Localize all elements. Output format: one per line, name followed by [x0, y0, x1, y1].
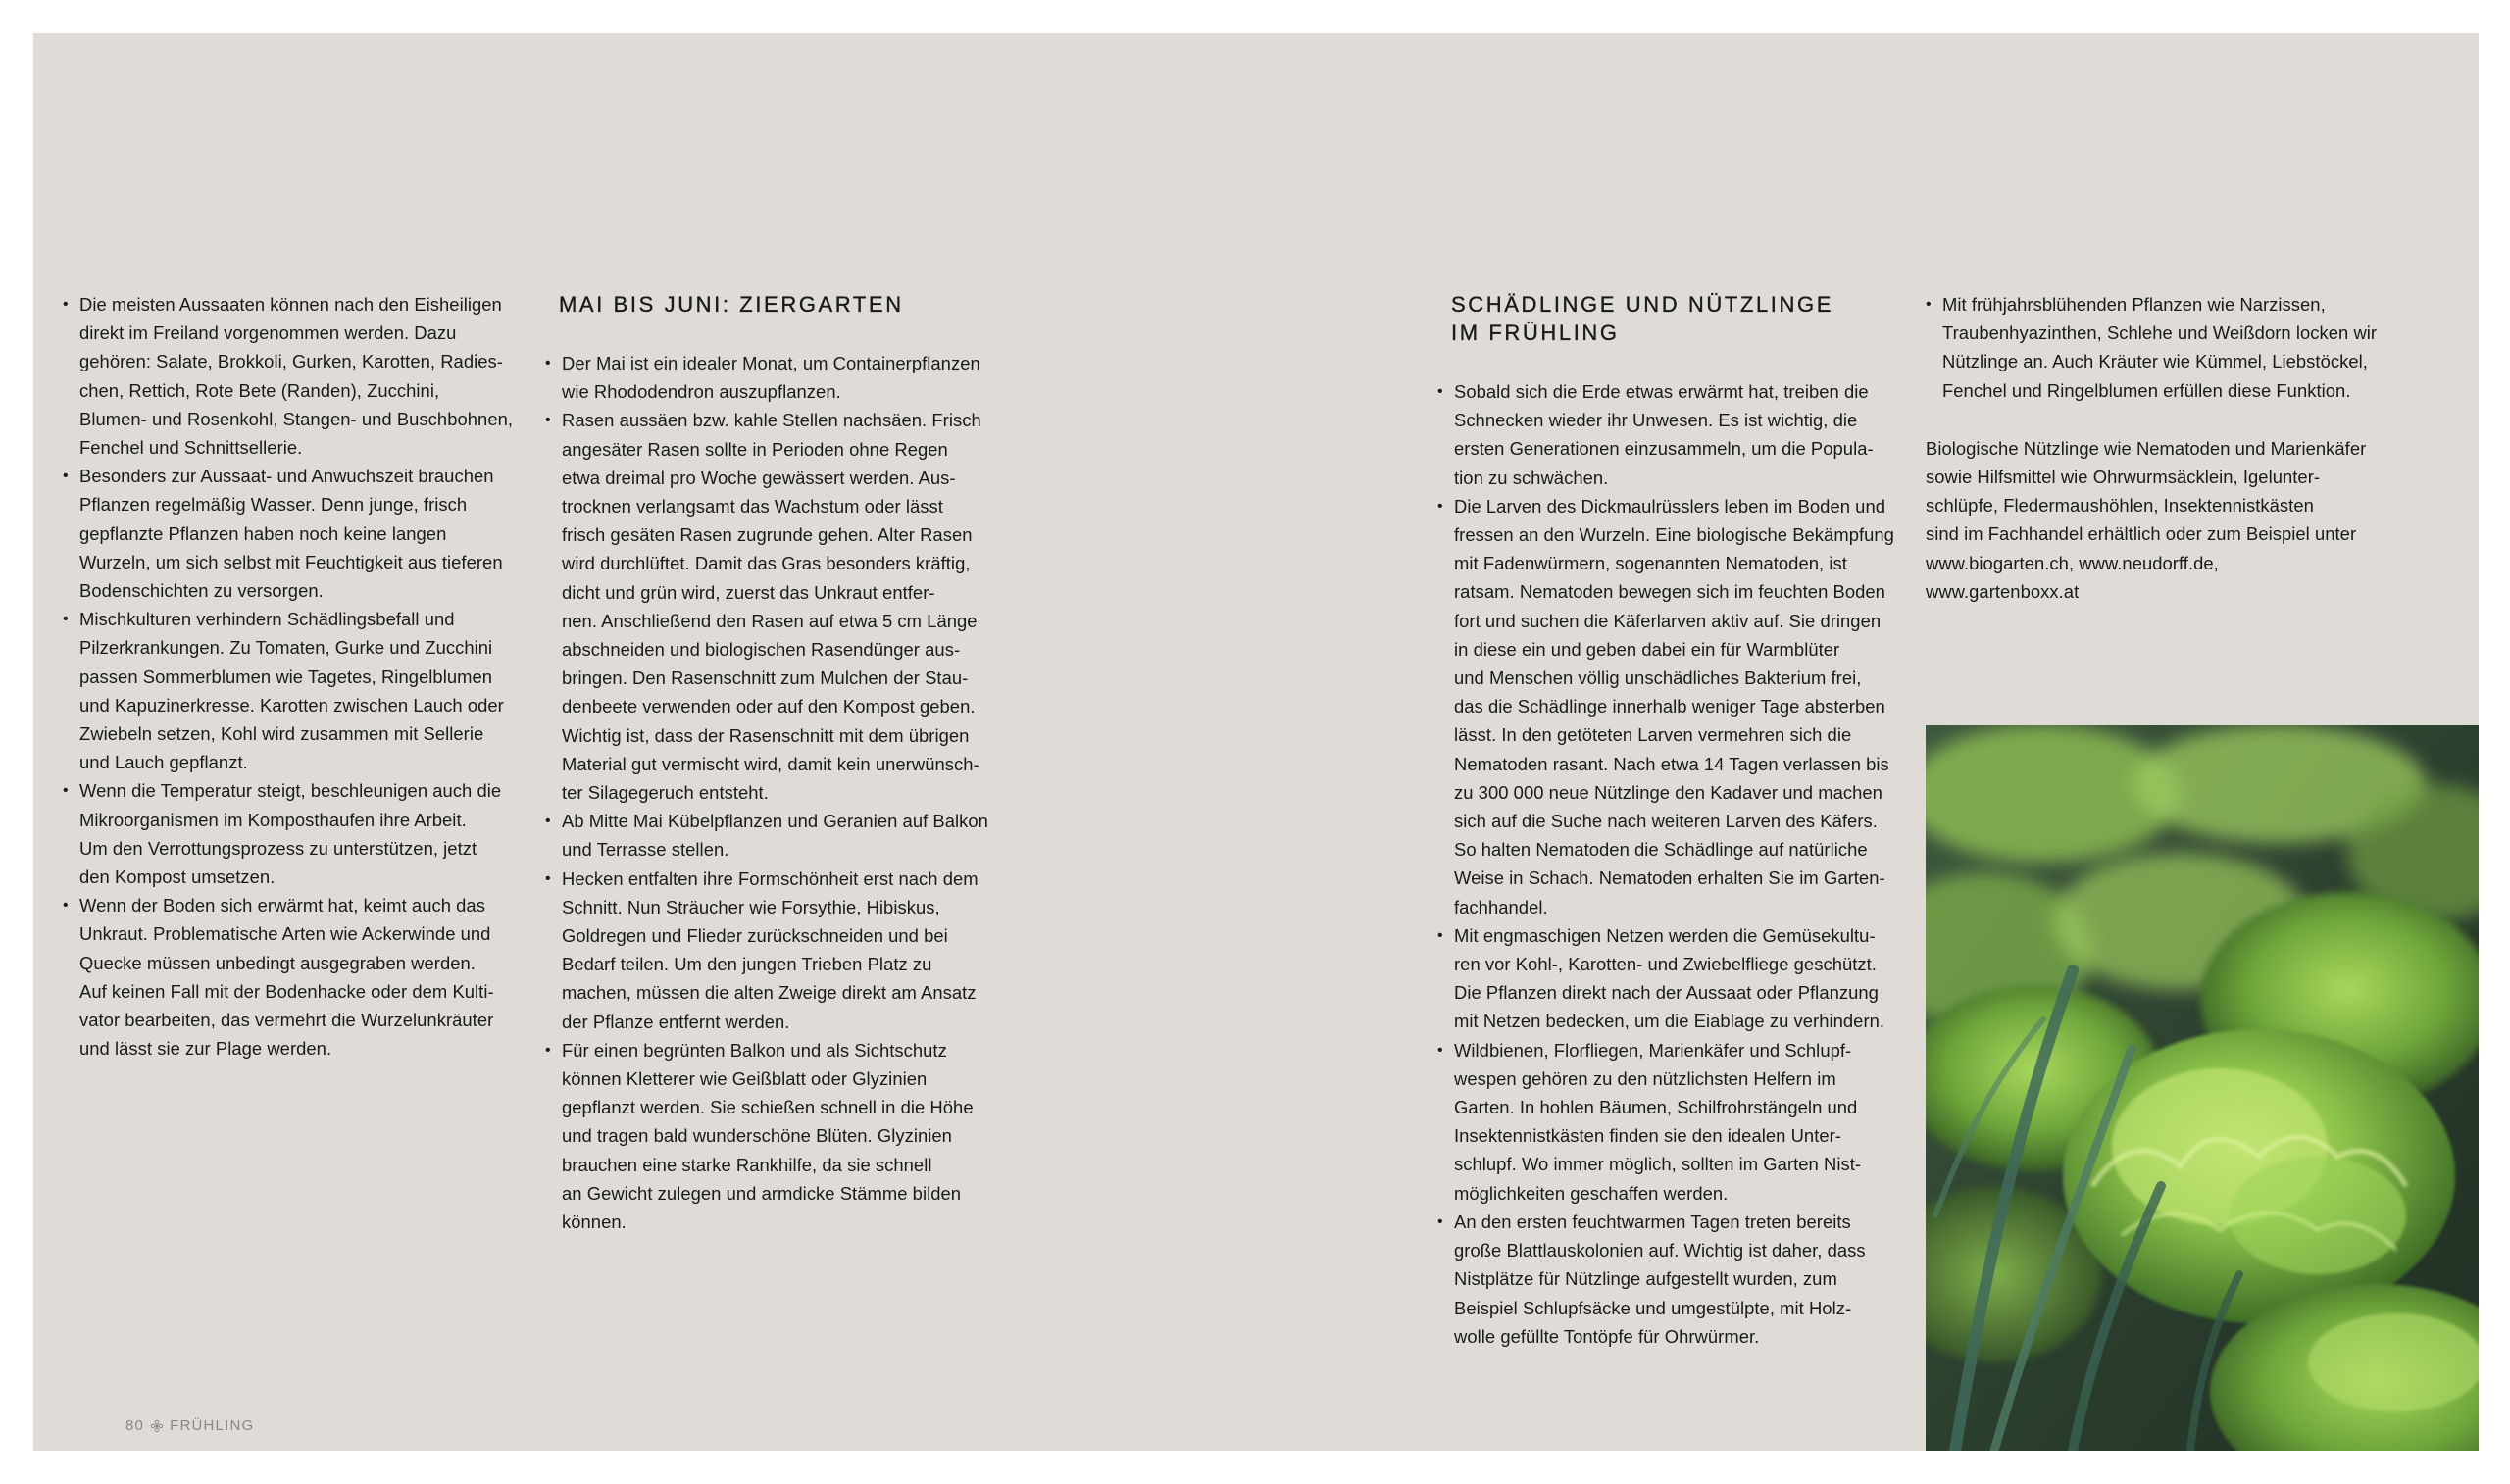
list-item: • Ab Mitte Mai Kübelpflanzen und Geranien auf Balkon und Terrasse stellen. [545, 807, 1055, 864]
list-item: • Mischkulturen verhindern Schädlingsbefall und Pilzerkrankungen. Zu Tomaten, Gurke und Zucchini passen Sommerblumen wie Tagetes, Ringelblumen und Kapuzinerkresse. Karotten zwischen Lauch oder Zwiebeln setzen, Kohl wird zusammen mit Sellerie und Lauch gepflanzt. [63, 605, 553, 776]
list-item: • Wildbienen, Florfliegen, Marienkäfer und Schlupf- wespen gehören zu den nützlichsten Helfern im Garten. In hohlen Bäumen, Schilfrohrstängeln und Insektennistkästen finden sie den idealen Unter- schlupf. Wo immer möglich, sollten im Garten Nist- möglichkeiten geschaffen werden. [1437, 1036, 1947, 1208]
list-item: • Besonders zur Aussaat- und Anwuchszeit brauchen Pflanzen regelmäßig Wasser. Denn junge, frisch gepflanzte Pflanzen haben noch keine langen Wurzeln, um sich selbst mit Feuchtigkeit aus tieferen Bodenschichten zu versorgen. [63, 462, 553, 605]
list-item: • Rasen aussäen bzw. kahle Stellen nachsäen. Frisch angesäter Rasen sollte in Perioden ohne Regen etwa dreimal pro Woche gewässert werden. Aus- trocknen verlangsamt das Wachstum oder lässt frisch gesäten Rasen zugrunde gehen. Alter Rasen wird durchlüftet. Damit das Gras besonders kräftig, dicht und grün wird, zuerst das Unkraut entfer- nen. Anschließend den Rasen auf etwa 5 cm Länge abschneiden und biologischen Rasendünger aus- bringen. Den Rasenschnitt zum Mulchen der Stau- denbeete verwenden oder auf den Kompost geben. Wichtig ist, dass der Rasenschnitt mit dem übrigen Material gut vermischt wird, damit kein unerwünsch- ter Silagegeruch entsteht. [545, 406, 1055, 807]
bullet-list-right [1926, 290, 2455, 405]
list-item: • Mit frühjahrsblühenden Pflanzen wie Narzissen, Traubenhyazinthen, Schlehe und Weißdorn locken wir Nützlinge an. Auch Kräuter wie Kümmel, Liebstöckel, Fenchel und Ringelblumen erfüllen diese Funktion. [1926, 290, 2455, 405]
list-item: • Wenn die Temperatur steigt, beschleunigen auch die Mikroorganismen im Komposthaufen ihre Arbeit. Um den Verrottungsprozess zu unterstützen, jetzt den Kompost umsetzen. [63, 776, 553, 891]
list-item: • Der Mai ist ein idealer Monat, um Containerpflanzen wie Rhododendron auszupflanzen. [545, 349, 1055, 406]
list-item: • Mit engmaschigen Netzen werden die Gemüsekultu- ren vor Kohl-, Karotten- und Zwiebelfliege geschützt. Die Pflanzen direkt nach der Aussaat oder Pflanzung mit Netzen bedecken, um die Eiablage zu verhindern. [1437, 921, 1947, 1036]
section-heading-schaedlinge: SCHÄDLINGE UND NÜTZLINGE IM FRÜHLING [1451, 292, 1833, 345]
bullet-list-left [63, 290, 553, 1063]
list-item: • An den ersten feuchtwarmen Tagen treten bereits große Blattlauskolonien auf. Wichtig ist daher, dass Nistplätze für Nützlinge aufgestellt wurden, zum Beispiel Schlupfsäcke und umgestülpte, mit Holz- wolle gefüllte Tontöpfe für Ohrwürmer. [1437, 1208, 1947, 1351]
list-item: • Sobald sich die Erde etwas erwärmt hat, treiben die Schnecken wieder ihr Unwesen. Es ist wichtig, die ersten Generationen einzusammeln, um die Popula- tion zu schwächen. [1437, 377, 1947, 492]
list-item: • Die Larven des Dickmaulrüsslers leben im Boden und fressen an den Wurzeln. Eine biologische Bekämpfung mit Fadenwürmern, sogenannten Nematoden, ist ratsam. Nematoden bewegen sich im feuchten Boden fort und suchen die Käferlarven aktiv auf. Sie dringen in diese ein und geben dabei ein für Warmblüter und Menschen völlig unschädliches Bakterium frei, das die Schädlinge innerhalb weniger Tage absterben lässt. In den getöteten Larven vermehren sich die Nematoden rasant. Nach etwa 14 Tagen verlassen bis zu 300 000 neue Nützlinge den Kadaver und machen sich auf die Suche nach weiteren Larven des Käfers. So halten Nematoden die Schädlinge auf natürliche Weise in Schach. Nematoden erhalten Sie im Garten- fachhandel. [1437, 492, 1947, 921]
section-heading-ziergarten: MAI BIS JUNI: ZIERGARTEN [559, 292, 904, 317]
bullet-list-schaedlinge [1437, 377, 1947, 1351]
page-folio [126, 1417, 254, 1434]
list-item: • Wenn der Boden sich erwärmt hat, keimt auch das Unkraut. Problematische Arten wie Ackerwinde und Quecke müssen unbedingt ausgegraben werden. Auf keinen Fall mit der Bodenhacke oder dem Kulti- vator bearbeiten, das vermehrt die Wurzelunkräuter und lässt sie zur Plage werden. [63, 891, 553, 1063]
lettuce-photo [1926, 725, 2479, 1451]
page-number: 80 [126, 1417, 145, 1434]
column-ziergarten [545, 290, 1055, 1236]
column-right [1926, 290, 2455, 606]
list-item: • Für einen begrünten Balkon und als Sichtschutz können Kletterer wie Geißblatt oder Glyzinien gepflanzt werden. Sie schießen schnell in die Höhe und tragen bald wunderschöne Blüten. Glyzinien brauchen eine starke Rankhilfe, da sie schnell an Gewicht zulegen und armdicke Stämme bilden können. [545, 1036, 1055, 1236]
book-spread [33, 33, 2479, 1451]
list-item: • Die meisten Aussaaten können nach den Eisheiligen direkt im Freiland vorgenommen werden. Dazu gehören: Salate, Brokkoli, Gurken, Karotten, Radies- chen, Rettich, Rote Bete (Randen), Zucchini, Blumen- und Rosenkohl, Stangen- und Buschbohnen, Fenchel und Schnittsellerie. [63, 290, 553, 462]
flower-ornament-icon [150, 1419, 164, 1433]
section-name: FRÜHLING [170, 1417, 255, 1434]
resources-paragraph: Biologische Nützlinge wie Nematoden und Marienkäfer sowie Hilfsmittel wie Ohrwurmsäcklein, Igelunter- schlüpfe, Fledermaushöhlen, Insektennistkästen sind im Fachhandel erhältlich oder zum Beispiel unter www.biogarten.ch, www.neudorff.de, www.gartenboxx.at [1926, 437, 2367, 602]
column-left [63, 290, 553, 1063]
bullet-list-ziergarten [545, 349, 1055, 1236]
list-item: • Hecken entfalten ihre Formschönheit erst nach dem Schnitt. Nun Sträucher wie Forsythie, Hibiskus, Goldregen und Flieder zurückschneiden und bei Bedarf teilen. Um den jungen Trieben Platz zu machen, müssen die alten Zweige direkt am Ansatz der Pflanze entfernt werden. [545, 865, 1055, 1036]
column-schaedlinge [1437, 290, 1947, 1351]
